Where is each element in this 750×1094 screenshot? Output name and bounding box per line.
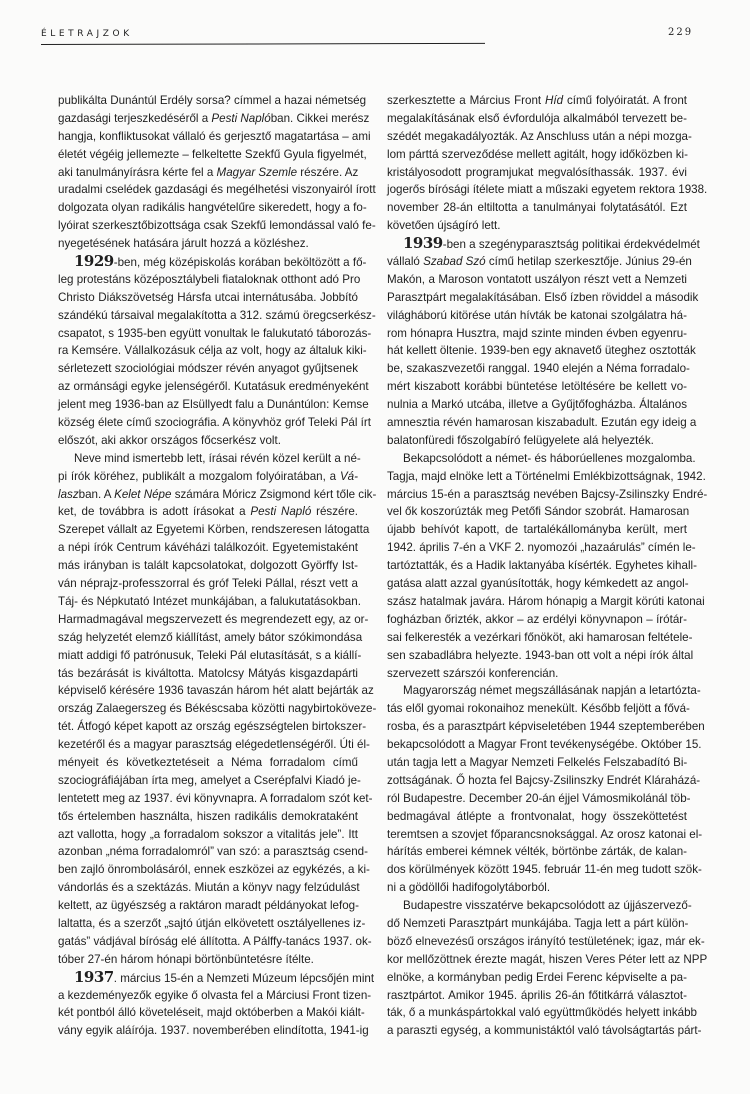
text-segment: részére. [311, 505, 358, 519]
text-segment: szág helyzetét elemző kiállítást, amely bátor szókimondása [58, 630, 363, 644]
text-segment: megalakításának első évfordulója alkalmából tervezett be- [387, 111, 687, 125]
text-line [58, 325, 372, 343]
text-segment: teremtsen a szovjet főparancsnoksággal. Az orosz katonai el- [387, 827, 703, 841]
text-segment: szédét megakadályozták. Az Anschluss után a népi mozga- [387, 129, 692, 143]
text-line [387, 843, 687, 861]
text-line [58, 146, 367, 164]
text-segment: tét. Átfogó képet kapott az ország egészségtelen birtokszer- [58, 720, 367, 734]
text-segment: előszót, aki akkor országos főcserkész volt. [58, 433, 281, 447]
text-segment: vándorlás és a szektázás. Miután a könyv nagy felzúdulást [58, 881, 360, 895]
text-line [58, 271, 361, 289]
text-segment: ket, de továbbra is adott írásokat a [58, 505, 251, 519]
text-line [58, 252, 367, 271]
text-line [58, 790, 373, 808]
text-line [387, 665, 687, 683]
text-line [387, 629, 693, 647]
text-line [58, 414, 371, 432]
text-line [58, 575, 358, 593]
text-line [387, 808, 687, 826]
text-segment: vány egyik aláírója. 1937. novemberében elindította, 1941-ig [58, 1024, 369, 1038]
text-segment: számára Móricz Zsigmond kért tőle cik- [171, 487, 377, 501]
text-segment: gatása alatt azzal gyanúsították, hogy kémkedett az angol- [387, 577, 689, 591]
paragraph [387, 682, 705, 897]
text-line [58, 289, 358, 307]
text-line [387, 969, 687, 987]
text-line [387, 360, 690, 378]
text-line [387, 736, 702, 754]
text-line [58, 772, 361, 790]
text-line [387, 754, 687, 772]
text-line [387, 915, 687, 933]
text-segment: rosba, és a parasztpárt képviseletében 1944 szeptemberében [387, 720, 705, 734]
text-line [387, 575, 687, 593]
italic-title: Magyar Szemle [216, 165, 298, 179]
text-line [387, 396, 687, 414]
text-segment: balatonfüredi főszolgabíró felügyelete alá helyezték. [387, 433, 654, 447]
text-line [58, 307, 376, 325]
text-line [58, 843, 368, 861]
paragraph [58, 450, 377, 969]
text-segment: hárítás emberei kémnek vélték, börtönbe zárták, de kalan- [387, 845, 687, 859]
text-line [387, 234, 700, 253]
text-line [58, 217, 376, 235]
text-line [58, 736, 370, 754]
text-line [58, 700, 377, 718]
text-line [58, 521, 370, 539]
text-line [58, 951, 358, 969]
text-segment: rom hónapra Husztra, majd szinte minden évben egyenru- [387, 326, 687, 340]
text-segment: szociográfiájában írta meg, amelyet a Cserépfalvi Kiadó je- [58, 773, 361, 787]
text-line [58, 164, 358, 182]
text-line [58, 432, 358, 450]
text-segment: ták, ő a munkáspártokkal való együttműködés helyett inkább [387, 1006, 697, 1020]
text-segment: ni a gödöllői hadifogolytáborból. [387, 881, 551, 895]
text-line [58, 1004, 365, 1022]
text-line [387, 611, 687, 629]
italic-title: Vá- [339, 469, 358, 483]
text-segment: november 28-án eltiltotta a tanulmányai folytatásától. Ezt [387, 201, 687, 215]
text-line [387, 1004, 697, 1022]
text-line [58, 808, 358, 826]
text-segment: rasztpártot. Amikor 1945. április 26-án főtitkárrá választot- [387, 988, 687, 1002]
text-segment: jogerős bírósági ítélete miatt a műszaki egyetem rektora 1938. [387, 183, 708, 197]
text-line [58, 967, 375, 987]
text-segment: vállaló [387, 255, 424, 269]
text-line [387, 199, 687, 217]
text-line [387, 772, 701, 790]
text-line [387, 342, 696, 360]
text-segment: lyóirat szerkesztőbizottsága csak Szekfű lemondással való fe- [58, 219, 376, 233]
text-line [58, 378, 369, 396]
text-line [387, 682, 701, 700]
text-segment: gazdasági terjeszkedéséről a [58, 111, 212, 125]
text-segment: tás elől gyomai rokonaihoz menekült. Később feljött a fővá- [387, 702, 690, 716]
text-line [387, 486, 708, 504]
text-segment: csapatot, s 1935-ben együtt vonultak le falukutató táborozás- [58, 326, 372, 340]
text-segment: dolgozata olyan radikális hangvételűre sikeredett, hogy a fo- [58, 201, 367, 215]
left-column [58, 92, 377, 1040]
text-line [387, 700, 690, 718]
text-segment: dő Nemzeti Parasztpárt munkájába. Tagja lett a párt külön- [387, 916, 689, 930]
text-segment: tartóztatták, és a Hadik laktanyába kísérték. Egyhetes kihall- [387, 559, 697, 573]
year-lead: 1937 [74, 967, 114, 986]
text-line [387, 271, 687, 289]
text-line [58, 933, 372, 951]
text-segment: életét végéig jellemezte – felkeltette Szekfű Gyula figyelmét, [58, 147, 367, 161]
text-segment: világháború kitörése után hívták be katonai szolgálatra há- [387, 308, 687, 322]
text-line [58, 826, 358, 844]
text-segment: bedmagával átlépte a frontvonalat, hogy összeköttetést [387, 809, 687, 823]
text-segment: kor mellőzöttnek érezte magát, hiszen Veres Péter lett az NPP [387, 952, 708, 966]
text-segment: lentetett meg az 1937. évi könyvnapra. A forradalom szót ket- [58, 791, 373, 805]
text-line [58, 110, 370, 128]
text-line [58, 987, 372, 1005]
italic-title: Kelet Népe [114, 487, 172, 501]
right-column [387, 92, 708, 1040]
text-line [58, 915, 366, 933]
text-segment: ország Zalaegerszeg és Békéscsaba közötti nagybirtoköveze- [58, 702, 377, 716]
text-line [387, 325, 687, 343]
text-segment: szándékú társaival megalakította a 312. számú öregcserkész- [58, 308, 376, 322]
text-line [58, 181, 376, 199]
italic-title: Pesti Napló [211, 111, 271, 125]
text-segment: kristályosodott programjukat megvalósíthassák. 1937. évi [387, 165, 687, 179]
text-segment: más irányban is talált kapcsolatokat, dolgozott Györffy Ist- [58, 559, 358, 573]
year-lead: 1929 [74, 252, 114, 271]
text-segment: Budapestre visszatérve bekapcsolódott az újjászervező- [403, 899, 692, 913]
text-segment: a paraszti egység, a kommunistáktól való távolságtartás párt- [387, 1024, 702, 1038]
text-segment: Magyarország német megszállásának napján a letartózta- [403, 684, 701, 698]
italic-title: lasz [58, 487, 79, 501]
text-segment: nulnia a Markó utcába, illetve a Gyűjtőfogházba. Általános [387, 398, 687, 412]
text-segment: dos körülmények között 1945. február 11-én meg tudott szök- [387, 863, 702, 877]
text-line [387, 110, 687, 128]
text-segment: nyegetésének hatására járult hozzá a közléshez. [58, 237, 309, 251]
text-segment: után tagja lett a Magyar Nemzeti Felkelés Felszabadító Bi- [387, 755, 688, 769]
text-line [58, 450, 361, 468]
paragraph [58, 92, 376, 253]
text-segment: pi írók köréhez, publikált a mozgalom folyóiratában, a [58, 469, 340, 483]
year-lead: 1939 [403, 234, 443, 253]
text-line [58, 593, 361, 611]
paragraph [58, 967, 375, 1041]
text-line [58, 665, 358, 683]
text-segment: Tagja, majd elnöke lett a Történelmi Emlékbizottságnak, 1942. [387, 469, 706, 483]
italic-title: Pesti Napló [250, 505, 312, 519]
text-line [387, 790, 691, 808]
text-segment: Parasztpárt megalakításában. Első ízben röviddel a második [387, 290, 699, 304]
text-line [387, 146, 687, 164]
italic-title: Híd [545, 94, 564, 107]
text-segment: követően újságíró lett. [387, 219, 501, 233]
text-segment: szervezett szárszói konferencián. [387, 666, 559, 680]
text-line [58, 718, 367, 736]
page-number: 229 [668, 27, 694, 38]
text-line [387, 987, 687, 1005]
text-line [387, 718, 705, 736]
italic-title: Szabad Szó [423, 255, 486, 269]
text-segment: tás bezárását is kiváltotta. Matolcsy Mátyás kisgazdapárti [58, 666, 358, 680]
text-segment: . március 15-én a Nemzeti Múzeum lépcsőjén mint [113, 971, 375, 985]
text-segment: szerkesztette a Március Front [387, 94, 546, 107]
text-segment: laltatta, és a szerzőt „sajtó útján elkövetett osztályellenes iz- [58, 916, 366, 930]
text-segment: két pontból álló követeléseit, majd októberben a Makói kiált- [58, 1006, 365, 1020]
text-line [387, 879, 687, 897]
text-segment: vel ők koszorúzták meg Petőfi Sándor szobrát. Hamarosan [387, 505, 690, 519]
text-segment: ban. A [78, 487, 115, 501]
text-segment: ra Kemsére. Vállalkozásuk célja az volt, hogy az általuk kiki- [58, 344, 367, 358]
text-segment: hangja, konfliktusokat vállaló és gerjesztő magatartása – ami [58, 129, 371, 143]
text-segment: részére. Az [297, 165, 359, 179]
text-line [387, 181, 708, 199]
text-segment: zottságának. Ő hozta fel Bajcsy-Zsilinszky Endrét Kláraházá- [387, 773, 701, 787]
text-line [387, 593, 705, 611]
text-line [58, 235, 358, 253]
text-line [387, 253, 692, 271]
text-segment: hát kellett öltenie. 1939-ben egy aknavető üteghez osztották [387, 344, 696, 358]
text-segment: a népi írók Centrum kávéházi találkozóit. Egyetemistaként [58, 541, 358, 555]
paragraph [387, 234, 700, 450]
text-line [387, 450, 696, 468]
text-line [58, 861, 370, 879]
text-line [387, 1022, 702, 1040]
text-line [58, 682, 374, 700]
text-line [387, 468, 706, 486]
text-line [58, 396, 369, 414]
text-segment: bekapcsolódott a Magyar Front tevékenységébe. Október 15. [387, 738, 702, 752]
text-segment: sai felkeresték a vezérkari főnököt, aki hamarosan feltétele- [387, 630, 693, 644]
text-segment: az ormánsági egyke jelenségéről. Kutatásuk eredményeként [58, 380, 369, 394]
paragraph [387, 897, 708, 1040]
text-segment: Harmadmagával megszervezett és megrendezett egy, az or- [58, 612, 369, 626]
text-segment: azt vallotta, hogy „a forradalom sokszor a vitalitás jele”. Itt [58, 827, 358, 841]
text-segment: Szerepet vállalt az Egyetemi Körben, rendszeresen látogatta [58, 523, 370, 537]
text-line [58, 360, 358, 378]
text-line [58, 486, 377, 504]
text-line [58, 1022, 369, 1040]
text-segment: gatás” vádjával bíróság elé állította. A Pálffy-tanács 1937. ok- [58, 934, 372, 948]
paragraph [58, 252, 376, 450]
text-segment: sérletezett szociológiai módszer révén anyagot gyűjtsenek [58, 362, 358, 376]
text-segment: a kezdeményezők egyike ő olvasta fel a Márciusi Front tizen- [58, 988, 372, 1002]
text-line [58, 557, 358, 575]
text-segment: ván néprajz-professzorral és gróf Teleki Pállal, részt vett a [58, 577, 358, 591]
text-segment: amnesztia révén hamarosan kiszabadult. Ezután egy ideig a [387, 416, 697, 430]
text-segment: -ben a szegényparasztság politikai érdekvédelmét [442, 238, 700, 252]
text-segment: című hetilap szerkesztője. Június 29-én [485, 255, 692, 269]
text-line [387, 128, 692, 146]
text-line [58, 342, 367, 360]
text-segment: ban. Cikkei merész [270, 111, 370, 125]
text-line [58, 199, 367, 217]
text-line [58, 879, 358, 897]
text-line [387, 521, 687, 539]
text-segment: azonban „néma forradalomról” van szó: a parasztság csend- [58, 845, 368, 859]
text-line [387, 897, 692, 915]
text-line [58, 754, 358, 772]
text-segment: mért kiszabott korábbi büntetése letöltésére be kellett vo- [387, 380, 687, 394]
text-line [387, 933, 705, 951]
text-line [387, 92, 687, 110]
text-segment: ményeit és következtetéseit a Néma forradalom című [58, 755, 358, 769]
text-line [58, 92, 367, 110]
text-line [387, 307, 687, 325]
paragraph [387, 92, 708, 235]
text-line [58, 128, 371, 146]
text-line [58, 629, 363, 647]
text-segment: 1942. április 7-én a VKF 2. nyomozói „hazaárulás” címén le- [387, 541, 696, 555]
text-segment: község élete című szociográfia. A könyvhöz gróf Teleki Pál írt [58, 416, 371, 430]
text-segment: ról Budapestre. December 20-án éjjel Vámosmikolánál töb- [387, 791, 691, 805]
text-segment: szász hatalmak javára. Három hónapig a Margit körúti katonai [387, 594, 705, 608]
text-line [387, 503, 690, 521]
text-segment: tős értelemben használta, hiszen radikális demokrataként [58, 809, 358, 823]
text-segment: aki tanulmányírásra kérte fel a [58, 165, 217, 179]
text-line [58, 897, 358, 915]
text-segment: be, szakaszvezetői ranggal. 1940 elején a Néma forradalo- [387, 362, 690, 376]
text-line [58, 611, 369, 629]
text-segment: lom párttá szerveződése mellett agitált, hogy időközben ki- [387, 147, 688, 161]
text-line [387, 164, 687, 182]
text-segment: március 15-én a parasztság nevében Bajcsy-Zsilinszky Endré- [387, 487, 708, 501]
text-line [387, 557, 697, 575]
text-segment: uradalmi cselédek gazdasági és megélhetési viszonyairól írott [58, 183, 376, 197]
text-line [387, 217, 687, 235]
text-segment: Neve mind ismertebb lett, írásai révén közel került a né- [74, 451, 361, 465]
text-segment: fogházban őrizték, akkor – az erdélyi könyvnapon – írótár- [387, 612, 687, 626]
text-line [387, 861, 702, 879]
text-segment: ben zajló önrombolásáról, ennek eszközei az egykézés, a ki- [58, 863, 370, 877]
text-line [387, 539, 696, 557]
text-line [387, 826, 703, 844]
text-line [387, 647, 694, 665]
text-segment: képviselő kérésére 1936 tavaszán három hét alatt bejárták az [58, 684, 374, 698]
running-head: ÉLETRAJZOK [41, 29, 133, 39]
text-segment: elnöke, a kormányban pedig Erdei Ferenc képviselte a pa- [387, 970, 687, 984]
text-segment: Táj- és Népkutató Intézet munkájában, a falukutatásokban. [58, 594, 361, 608]
text-segment: keltett, az ügyészség a raktáron maradt példányokat lefog- [58, 899, 359, 913]
text-segment: Christo Diákszövetség Hársfa utcai internátusába. Jobbító [58, 290, 358, 304]
text-line [387, 289, 699, 307]
text-segment: miatt addigi fő patrónusuk, Teleki Pál elutasítását, s a kiállí- [58, 648, 362, 662]
text-line [387, 951, 708, 969]
text-segment: -ben, még középiskolás korában beköltözött a fő- [113, 256, 367, 270]
text-line [58, 503, 358, 521]
text-line [58, 539, 358, 557]
text-line [58, 647, 362, 665]
text-segment: című folyóiratát. A front [563, 94, 687, 107]
text-segment: leg protestáns középosztálybeli fiataloknak otthont adó Pro [58, 272, 361, 286]
text-line [387, 378, 687, 396]
paragraph [387, 450, 708, 683]
header-rule [41, 43, 485, 45]
text-segment: újabb behívót kapott, de tartalékállományba került, mert [387, 523, 687, 537]
text-line [58, 468, 358, 486]
text-segment: sen szabadlábra helyezte. 1943-ban ott volt a népi írók által [387, 648, 694, 662]
text-segment: Bekapcsolódott a német- és háborúellenes mozgalomba. [403, 451, 696, 465]
text-line [387, 432, 687, 450]
text-line [387, 414, 697, 432]
text-segment: Makón, a Maroson vontatott uszályon részt vett a Nemzeti [387, 272, 687, 286]
text-segment: böző elnevezésű országos irányító testületének; igaz, már ek- [387, 934, 705, 948]
text-segment: kezetéről és a magyar parasztság elégedetlenségéről. Úti él- [58, 738, 370, 752]
text-segment: publikálta Dunántúl Erdély sorsa? címmel a hazai németség [58, 94, 367, 107]
text-segment: tóber 27-én három hónapi börtönbüntetésre ítélte. [58, 952, 314, 966]
text-segment: jelent meg 1936-ban az Elsüllyedt falu a Dunántúlon: Kemse [58, 398, 369, 412]
